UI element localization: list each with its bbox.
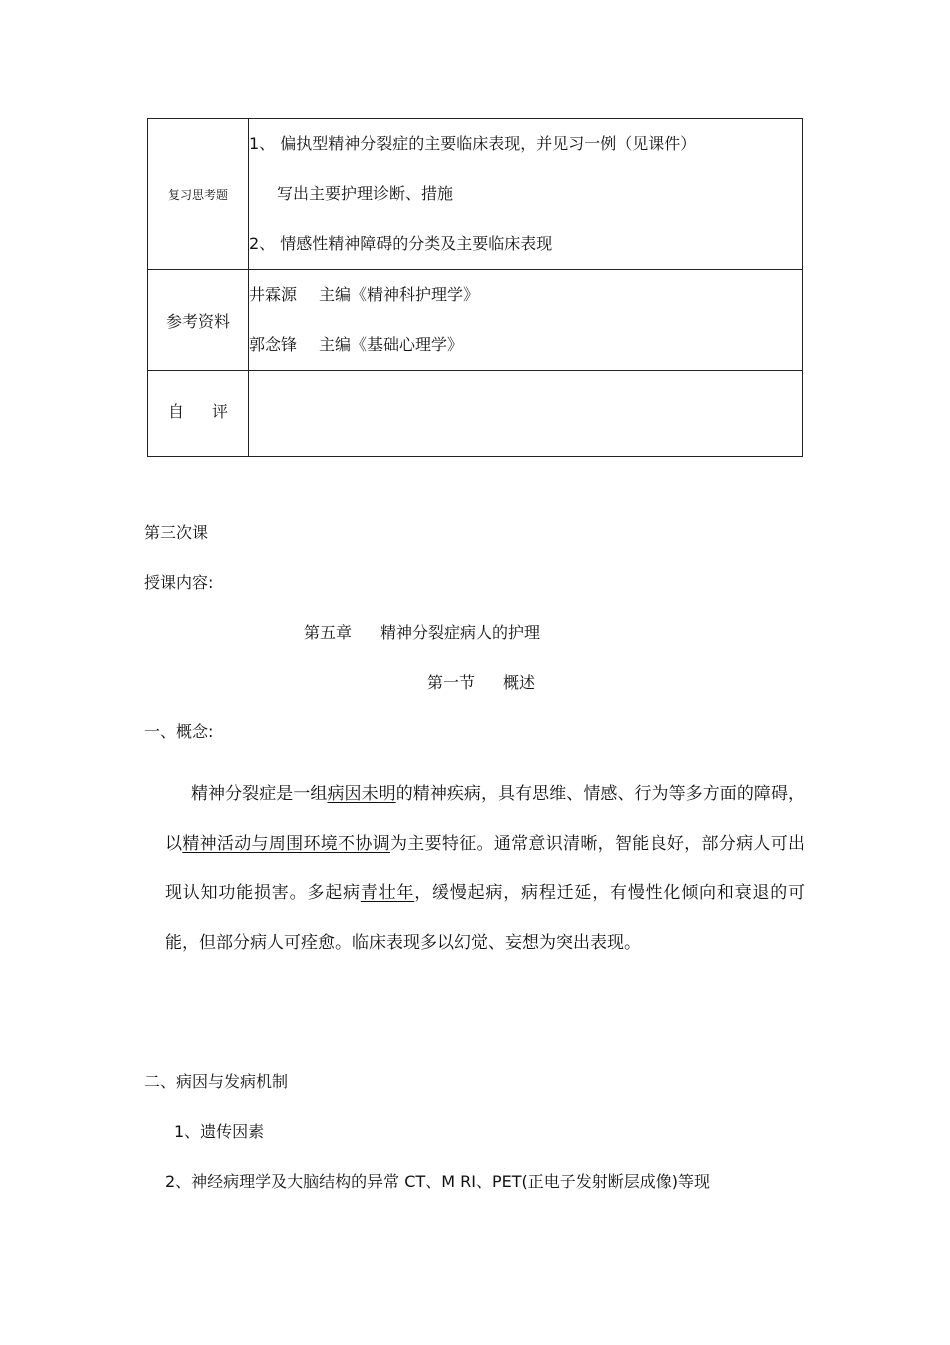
concept-text-4: ，缓慢起病，病程迁延，有慢性化倾向和衰退的可能，但部分病人可痊愈。临床表现多以幻觉、妄想为突出表现。	[165, 883, 806, 953]
etiology-item-1: 1、遗传因素	[174, 1122, 265, 1141]
concept-text-3: 为主要特征。通常意识清晰，智能良好，部分病人可出现认知功能损害。多起病	[165, 833, 806, 903]
self-evaluation-label	[148, 371, 249, 457]
reference-1-book: 主编《精神科护理学》	[319, 285, 480, 304]
lesson-content-label: 授课内容:	[144, 573, 214, 592]
section-number: 第一节	[427, 673, 476, 692]
concept-text-2: 的精神疾病，具有思维、情感、行为等多方面的障碍，以	[165, 784, 806, 854]
concept-heading: 一、概念:	[144, 722, 214, 741]
reference-1-author: 井霖源	[249, 285, 298, 304]
concept-underline-cause-unknown: 病因未明	[327, 784, 396, 804]
section-title: 概述	[503, 673, 536, 692]
reference-2-author: 郭念锋	[249, 335, 298, 354]
lesson-title: 第三次课	[144, 523, 209, 542]
concept-text-1: 精神分裂症是一组	[191, 784, 328, 804]
self-evaluation-label-a: 自	[167, 402, 184, 421]
course-info-table	[147, 118, 803, 457]
concept-underline-incoordination: 精神活动与周围环境不协调	[182, 833, 390, 854]
reference-2-book: 主编《基础心理学》	[319, 335, 464, 354]
self-evaluation-content	[249, 371, 803, 457]
self-evaluation-label-b: 评	[212, 402, 229, 421]
etiology-heading: 二、病因与发病机制	[144, 1072, 289, 1091]
references-content	[249, 270, 803, 371]
review-question-2: 2、 情感性精神障碍的分类及主要临床表现	[249, 234, 553, 253]
chapter-title: 精神分裂症病人的护理	[380, 623, 541, 642]
review-questions-content	[249, 119, 803, 270]
chapter-heading	[304, 623, 540, 643]
reference-1	[249, 270, 802, 320]
section-heading	[427, 673, 535, 693]
reference-2	[249, 320, 802, 370]
concept-underline-young-adult: 青壮年	[360, 883, 415, 903]
references-label: 参考资料	[148, 270, 249, 371]
chapter-number: 第五章	[304, 623, 353, 642]
review-question-1: 1、 偏执型精神分裂症的主要临床表现，并见习一例（见课件）	[249, 134, 697, 153]
etiology-item-2: 2、神经病理学及大脑结构的异常 CT、M RI、PET(正电子发射断层成像)等现	[165, 1172, 710, 1191]
concept-paragraph	[165, 770, 805, 968]
review-questions-label: 复习思考题	[148, 119, 249, 270]
review-question-1-continued: 写出主要护理诊断、措施	[277, 184, 454, 203]
